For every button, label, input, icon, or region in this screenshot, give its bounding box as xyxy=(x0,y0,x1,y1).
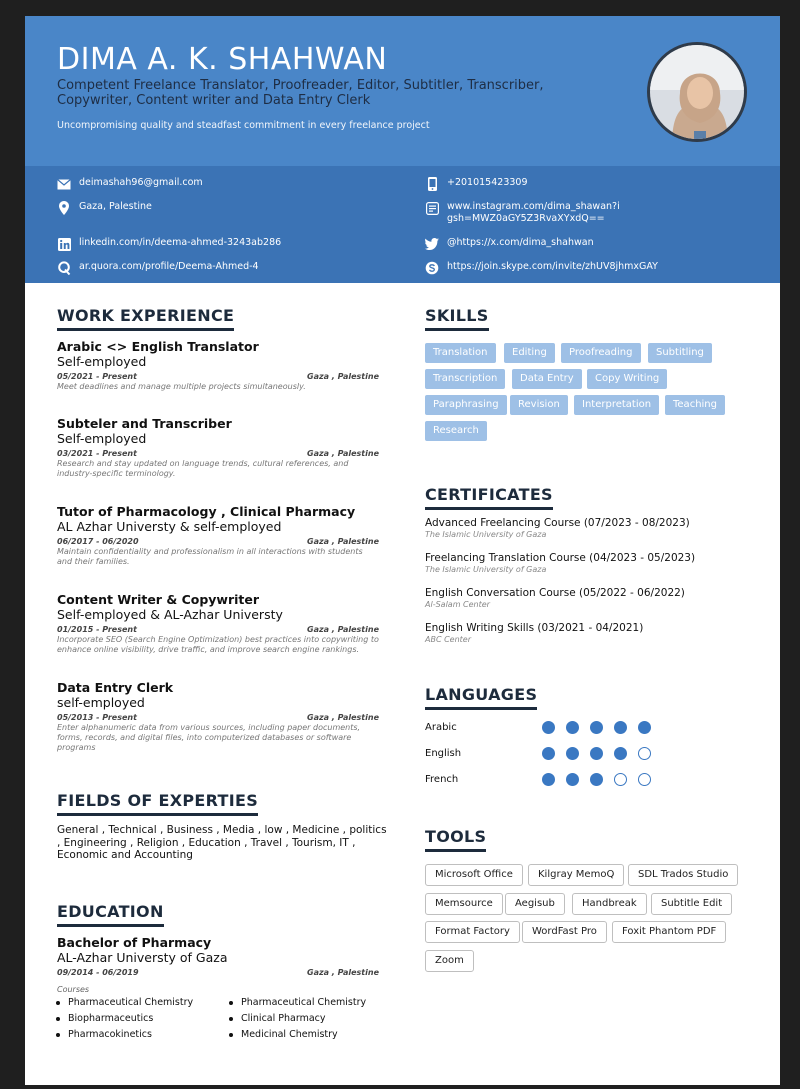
email-text: deimashah96@gmail.com xyxy=(79,177,203,188)
certificate-entry xyxy=(425,517,745,540)
skype-text: https://join.skype.com/invite/zhUV8jhmxGAY xyxy=(447,261,658,272)
skill-tag: Proofreading xyxy=(561,343,641,363)
quora-icon xyxy=(57,261,71,275)
tool-tag: Format Factory xyxy=(425,921,520,943)
job-title: Subteler and Transcriber xyxy=(57,416,232,431)
job-location: Gaza , Palestine xyxy=(307,713,379,722)
skill-tag: Editing xyxy=(504,343,555,363)
job-date: 06/2017 - 06/2020 xyxy=(57,537,139,546)
job-description: Research and stay updated on language trends, cultural references, and industry-specific terminology. xyxy=(57,459,349,478)
tool-tag: Handbreak xyxy=(572,893,647,915)
course-item: Biopharmaceutics xyxy=(68,1013,154,1024)
job-organization: Self-employed xyxy=(57,354,147,369)
location-text: Gaza, Palestine xyxy=(79,201,152,212)
resume-page xyxy=(25,16,780,1085)
job-description: Enter alphanumeric data from various sources, including paper documents, forms, records, and digital files, into computerized databases or software programs xyxy=(57,723,361,752)
language-level-dots xyxy=(542,721,651,734)
location-pin-icon xyxy=(57,201,71,215)
tool-tag: Microsoft Office xyxy=(425,864,523,886)
job-title: Arabic <> English Translator xyxy=(57,339,259,354)
certificate-issuer: The Islamic University of Gaza xyxy=(425,565,547,574)
job-description: Meet deadlines and manage multiple projects simultaneously. xyxy=(57,382,306,391)
job-location: Gaza , Palestine xyxy=(307,449,379,458)
work-entry xyxy=(57,680,379,753)
job-description: Incorporate SEO (Search Engine Optimization) best practices into copywriting to enhance online visibility, drive traffic, and improve search engine rankings. xyxy=(57,635,379,654)
phone-icon xyxy=(425,177,439,191)
contact-phone[interactable] xyxy=(425,177,528,191)
job-date: 05/2013 - Present xyxy=(57,713,137,722)
filled-dot xyxy=(566,773,579,786)
certificate-issuer: The Islamic University of Gaza xyxy=(425,530,547,539)
language-name: French xyxy=(425,774,459,785)
skill-tag: Revision xyxy=(510,395,568,415)
certificate-name: Advanced Freelancing Course (07/2023 - 08/2023) xyxy=(425,517,690,529)
job-title: Tutor of Pharmacology , Clinical Pharmacy xyxy=(57,504,356,519)
course-item: Clinical Pharmacy xyxy=(241,1013,326,1024)
tool-tag: Zoom xyxy=(425,950,474,972)
contact-quora[interactable] xyxy=(57,261,259,275)
tool-tag: SDL Trados Studio xyxy=(628,864,738,886)
job-meta xyxy=(57,372,379,381)
job-location: Gaza , Palestine xyxy=(307,372,379,381)
job-location: Gaza , Palestine xyxy=(307,537,379,546)
filled-dot xyxy=(566,747,579,760)
job-date: 03/2021 - Present xyxy=(57,449,137,458)
fields-text: General , Technical , Business , Media , low , Medicine , politics , Engineering , Religion , Education , Travel , Tourism, IT , Economic and Accounting xyxy=(57,824,387,861)
skill-tag: Paraphrasing xyxy=(425,395,507,415)
job-date: 05/2021 - Present xyxy=(57,372,137,381)
profile-photo-image xyxy=(650,45,747,142)
job-organization: AL Azhar Universty & self-employed xyxy=(57,519,282,534)
skills-heading: SKILLS xyxy=(425,306,489,325)
tool-tag: WordFast Pro xyxy=(522,921,607,943)
profile-photo xyxy=(647,42,747,142)
contact-skype[interactable] xyxy=(425,261,658,275)
job-organization: Self-employed xyxy=(57,431,147,446)
tool-tag: Subtitle Edit xyxy=(651,893,732,915)
tools-heading: TOOLS xyxy=(425,827,487,846)
filled-dot xyxy=(542,773,555,786)
work-entry xyxy=(57,339,379,392)
skill-tag: Transcription xyxy=(425,369,505,389)
education-entry xyxy=(57,935,379,977)
filled-dot xyxy=(590,747,603,760)
job-organization: self-employed xyxy=(57,695,145,710)
certificate-name: Freelancing Translation Course (04/2023 - 05/2023) xyxy=(425,552,696,564)
filled-dot xyxy=(590,773,603,786)
quora-text: ar.quora.com/profile/Deema-Ahmed-4 xyxy=(79,261,259,272)
contact-email[interactable] xyxy=(57,177,203,191)
contact-instagram[interactable] xyxy=(425,201,625,225)
linkedin-text: linkedin.com/in/deema-ahmed-3243ab286 xyxy=(79,237,282,248)
job-meta xyxy=(57,537,379,546)
tool-tag: Foxit Phantom PDF xyxy=(612,921,726,943)
job-title: Data Entry Clerk xyxy=(57,680,174,695)
contact-location xyxy=(57,201,152,215)
certificate-entry xyxy=(425,552,745,575)
certificates-heading: CERTIFICATES xyxy=(425,485,553,504)
certificate-name: English Conversation Course (05/2022 - 06/2022) xyxy=(425,587,685,599)
course-item: Pharmaceutical Chemistry xyxy=(68,997,194,1008)
job-description: Maintain confidentiality and professionalism in all interactions with students and their families. xyxy=(57,547,363,566)
language-level-dots xyxy=(542,773,651,786)
tool-tag: Memsource xyxy=(425,893,503,915)
work-entry xyxy=(57,416,379,479)
job-meta xyxy=(57,625,379,634)
mail-icon xyxy=(57,177,71,191)
job-date: 01/2015 - Present xyxy=(57,625,137,634)
language-name: Arabic xyxy=(425,722,457,733)
empty-dot xyxy=(638,773,651,786)
filled-dot xyxy=(566,721,579,734)
filled-dot xyxy=(590,721,603,734)
job-organization: Self-employed & AL-Azhar Universty xyxy=(57,607,283,622)
instagram-text: www.instagram.com/dima_shawan?igsh=MWZ0aGY5Z3RvaXYxdQ== xyxy=(447,201,620,224)
job-meta xyxy=(57,449,379,458)
education-heading: EDUCATION xyxy=(57,902,164,921)
job-title: Content Writer & Copywriter xyxy=(57,592,260,607)
twitter-bird-icon xyxy=(425,237,439,251)
languages-heading: LANGUAGES xyxy=(425,685,538,704)
course-item: Medicinal Chemistry xyxy=(241,1029,338,1040)
fields-heading: FIELDS OF EXPERTIES xyxy=(57,791,259,810)
work-entry xyxy=(57,592,379,655)
filled-dot xyxy=(614,721,627,734)
skill-tag: Interpretation xyxy=(574,395,659,415)
language-level-dots xyxy=(542,747,651,760)
certificate-name: English Writing Skills (03/2021 - 04/2021) xyxy=(425,622,644,634)
contact-band xyxy=(25,166,780,283)
education-location: Gaza , Palestine xyxy=(307,968,379,977)
school: AL-Azhar Universty of Gaza xyxy=(57,950,228,965)
language-name: English xyxy=(425,748,462,759)
tool-tag: Aegisub xyxy=(505,893,565,915)
resume-header xyxy=(25,16,780,166)
certificate-issuer: Al-Salam Center xyxy=(425,600,490,609)
certificate-entry xyxy=(425,622,745,645)
filled-dot xyxy=(614,747,627,760)
contact-linkedin[interactable] xyxy=(57,237,281,251)
degree: Bachelor of Pharmacy xyxy=(57,935,212,950)
empty-dot xyxy=(614,773,627,786)
course-item: Pharmaceutical Chemistry xyxy=(241,997,367,1008)
certificate-issuer: ABC Center xyxy=(425,635,472,644)
filled-dot xyxy=(638,721,651,734)
education-date: 09/2014 - 06/2019 xyxy=(57,968,139,977)
instagram-icon xyxy=(425,201,439,215)
skill-tag: Teaching xyxy=(665,395,725,415)
skill-tag: Copy Writing xyxy=(587,369,667,389)
courses-label: Courses xyxy=(57,985,90,994)
empty-dot xyxy=(638,747,651,760)
twitter-text: @https://x.com/dima_shahwan xyxy=(447,237,594,248)
skill-tag: Data Entry xyxy=(512,369,582,389)
filled-dot xyxy=(542,747,555,760)
full-name: DIMA A. K. SHAHWAN xyxy=(57,42,388,77)
work-entry xyxy=(57,504,379,567)
course-item: Pharmacokinetics xyxy=(68,1029,152,1040)
phone-text: +201015423309 xyxy=(447,177,528,188)
tagline: Uncompromising quality and steadfast commitment in every freelance project xyxy=(57,120,430,131)
job-location: Gaza , Palestine xyxy=(307,625,379,634)
contact-twitter[interactable] xyxy=(425,237,594,251)
skype-icon xyxy=(425,261,439,275)
tool-tag: Kilgray MemoQ xyxy=(528,864,624,886)
skill-tag: Translation xyxy=(425,343,496,363)
job-meta xyxy=(57,713,379,722)
skill-tag: Research xyxy=(425,421,487,441)
certificate-entry xyxy=(425,587,745,610)
skill-tag: Subtitling xyxy=(648,343,712,363)
filled-dot xyxy=(542,721,555,734)
linkedin-icon xyxy=(57,237,71,251)
work-experience-heading: WORK EXPERIENCE xyxy=(57,306,235,325)
headline: Competent Freelance Translator, Proofreader, Editor, Subtitler, Transcriber, Copywriter, Content writer and Data Entry Clerk xyxy=(57,78,544,108)
